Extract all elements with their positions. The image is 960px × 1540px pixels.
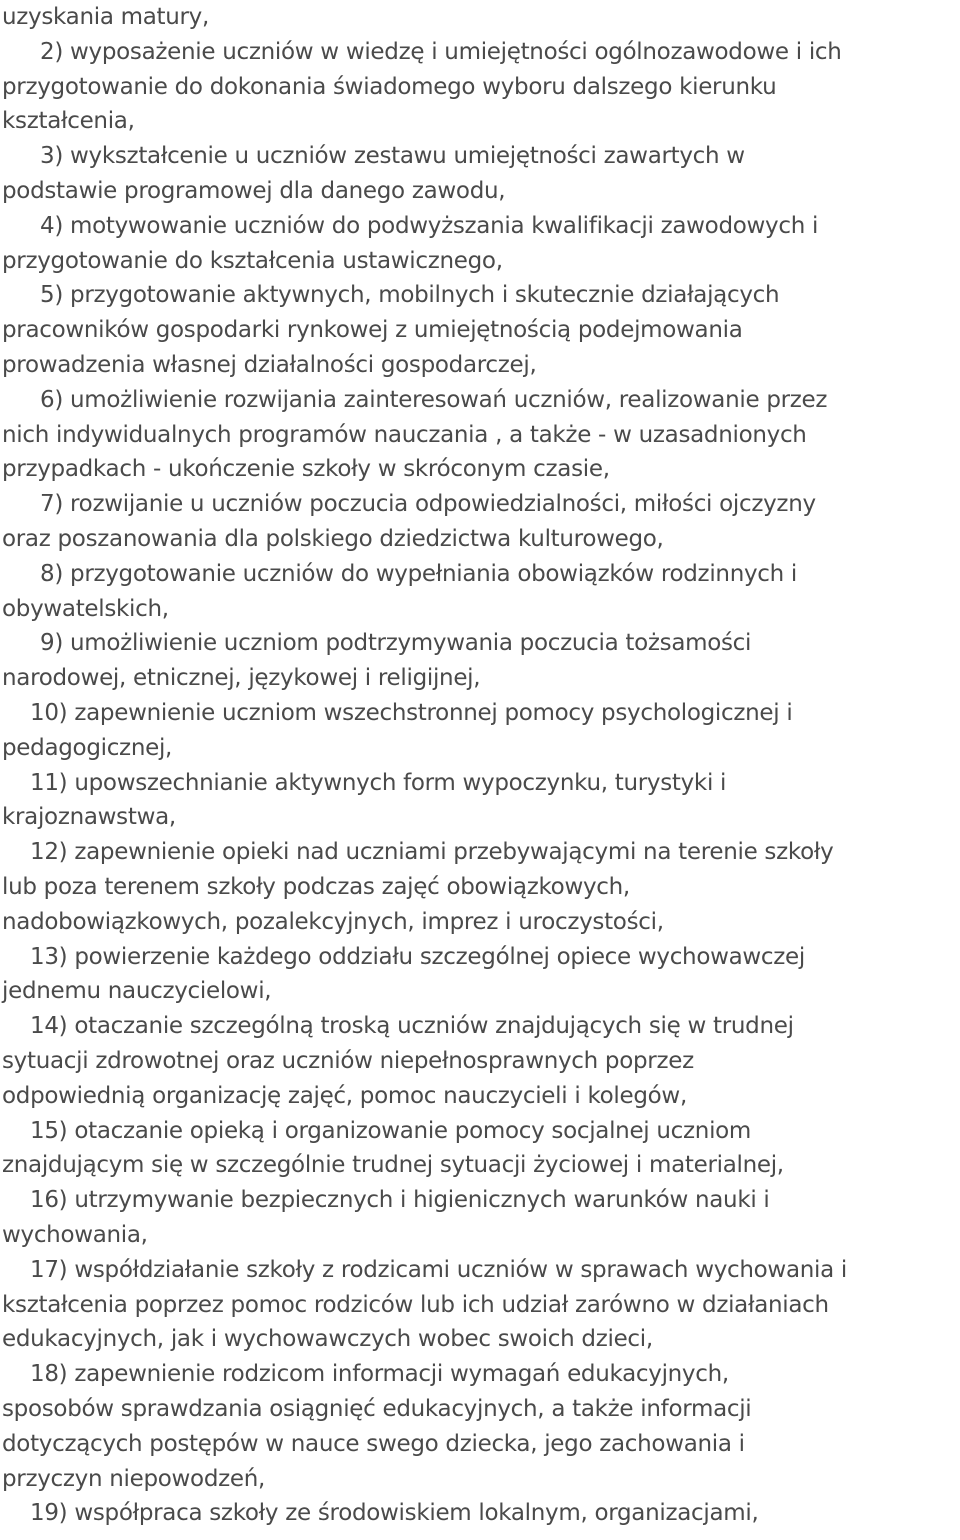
text-line: przygotowanie do dokonania świadomego wyboru dalszego kierunku	[2, 73, 777, 100]
text-line: 10) zapewnienie uczniom wszechstronnej pomocy psychologicznej i	[30, 700, 793, 726]
text-line: lub poza terenem szkoły podczas zajęć obowiązkowych,	[2, 874, 630, 900]
text-line: 14) otaczanie szczególną troską uczniów znajdujących się w trudnej	[30, 1013, 794, 1040]
text-line: 19) współpraca szkoły ze środowiskiem lokalnym, organizacjami,	[30, 1500, 759, 1527]
text-line: 7) rozwijanie u uczniów poczucia odpowiedzialności, miłości ojczyzny	[40, 491, 816, 518]
text-line: narodowej, etnicznej, językowej i religijnej,	[2, 665, 481, 692]
text-line: 17) współdziałanie szkoły z rodzicami uczniów w sprawach wychowania i	[30, 1256, 848, 1283]
text-line: przyczyn niepowodzeń,	[2, 1465, 266, 1492]
text-line: oraz poszanowania dla polskiego dziedzictwa kulturowego,	[2, 526, 664, 552]
text-line: 11) upowszechnianie aktywnych form wypoczynku, turystyki i	[30, 769, 727, 796]
text-line: 3) wykształcenie u uczniów zestawu umiejętności zawartych w	[40, 143, 745, 170]
text-line: 6) umożliwienie rozwijania zainteresowań uczniów, realizowanie przez	[40, 386, 828, 413]
text-line: znajdującym się w szczególnie trudnej sytuacji życiowej i materialnej,	[2, 1152, 784, 1179]
text-line: 12) zapewnienie opieki nad uczniami przebywającymi na terenie szkoły	[30, 839, 834, 866]
text-line: podstawie programowej dla danego zawodu,	[2, 178, 506, 204]
text-line: prowadzenia własnej działalności gospodarczej,	[2, 352, 537, 378]
text-line: sposobów sprawdzania osiągnięć edukacyjnych, a także informacji	[2, 1396, 752, 1422]
text-line: 2) wyposażenie uczniów w wiedzę i umiejętności ogólnozawodowe i ich	[40, 38, 842, 65]
text-line: nadobowiązkowych, pozalekcyjnych, imprez i uroczystości,	[2, 908, 664, 935]
text-line: 5) przygotowanie aktywnych, mobilnych i skutecznie działających	[40, 282, 780, 309]
text-line: 16) utrzymywanie bezpiecznych i higienicznych warunków nauki i	[30, 1187, 770, 1214]
text-line: dotyczących postępów w nauce swego dziecka, jego zachowania i	[2, 1430, 745, 1457]
text-line: przygotowanie do kształcenia ustawicznego,	[2, 247, 503, 274]
text-line: 18) zapewnienie rodzicom informacji wymagań edukacyjnych,	[30, 1361, 729, 1388]
text-line: 13) powierzenie każdego oddziału szczególnej opiece wychowawczej	[30, 943, 805, 970]
text-line: odpowiednią organizację zajęć, pomoc nauczycieli i kolegów,	[2, 1082, 687, 1109]
text-line: 9) umożliwienie uczniom podtrzymywania poczucia tożsamości	[40, 630, 752, 657]
text-line: sytuacji zdrowotnej oraz uczniów niepełnosprawnych poprzez	[2, 1048, 694, 1074]
text-line: kształcenia poprzez pomoc rodziców lub ich udział zarówno w działaniach	[2, 1291, 829, 1318]
text-line: edukacyjnych, jak i wychowawczych wobec swoich dzieci,	[2, 1326, 653, 1353]
text-line: 15) otaczanie opieką i organizowanie pomocy socjalnej uczniom	[30, 1117, 752, 1144]
text-line: przypadkach - ukończenie szkoły w skróconym czasie,	[2, 456, 610, 483]
text-line: kształcenia,	[2, 108, 135, 135]
text-line: obywatelskich,	[2, 595, 169, 622]
text-line: nich indywidualnych programów nauczania , a także - w uzasadnionych	[2, 421, 807, 448]
text-line: uzyskania matury,	[2, 4, 209, 30]
text-line: jednemu nauczycielowi,	[2, 978, 272, 1005]
text-line: pedagogicznej,	[2, 734, 173, 761]
text-line: 8) przygotowanie uczniów do wypełniania obowiązków rodzinnych i	[40, 560, 798, 587]
text-line: wychowania,	[2, 1222, 148, 1248]
text-line: pracowników gospodarki rynkowej z umiejętnością podejmowania	[2, 317, 743, 344]
text-line: krajoznawstwa,	[2, 804, 176, 831]
text-line: 4) motywowanie uczniów do podwyższania kwalifikacji zawodowych i	[40, 212, 819, 239]
